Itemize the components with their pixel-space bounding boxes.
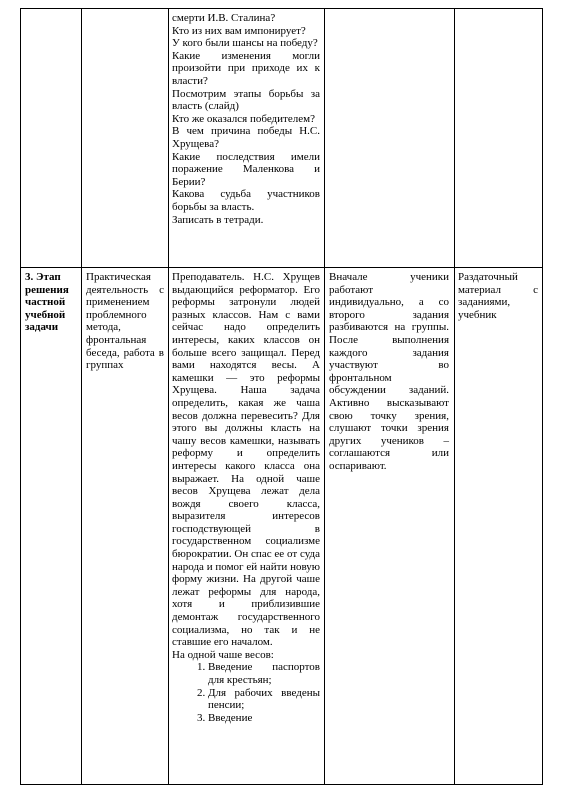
- students-text: Вначале ученики работают индивидуально, а со второго задания разбиваются на группы. После выполнения каждого задания участвуют во фронтальном обсуждении заданий. Активно высказывают свою точку зрения, слушают точки зрения других учеников – соглашаются или оспаривают.: [329, 271, 449, 472]
- list-intro: На одной чаше весов:: [172, 648, 274, 661]
- question-text: У кого были шансы на победу?: [172, 37, 318, 50]
- question-text: Какова судьба участников борьбы за власть.: [172, 188, 320, 213]
- question-text: Кто же оказался победителем?: [172, 112, 315, 125]
- stage-title: 3. Этап решения частной учебной задачи: [25, 271, 69, 334]
- teacher-cell: [172, 271, 320, 724]
- question-text: Какие последствия имели поражение Маленкова и Берии?: [172, 150, 320, 188]
- column-divider: [454, 9, 455, 784]
- question-text: Какие изменения могли произойти при приходе их к власти?: [172, 49, 320, 87]
- column-divider: [324, 9, 325, 784]
- list-item: 3. Введение: [208, 712, 320, 725]
- question-text: Кто из них вам импонирует?: [172, 24, 306, 37]
- list-item: 1. Введение паспортов для крестьян;: [208, 661, 320, 686]
- row1-teacher-cell: [172, 12, 320, 226]
- method-cell: [86, 271, 164, 372]
- materials-text: Раздаточный материал с заданиями, учебник: [458, 271, 538, 321]
- question-text: Записать в тетради.: [172, 213, 264, 226]
- method-text: Практическая деятельность с применением проблемного метода, фронтальная беседа, работа в группах: [86, 271, 164, 372]
- lesson-table: [20, 8, 543, 785]
- list-item: 2. Для рабочих введены пенсии;: [208, 687, 320, 712]
- students-cell: [329, 271, 449, 473]
- row-divider: [21, 267, 542, 268]
- reform-list: [172, 661, 320, 724]
- column-divider: [81, 9, 82, 784]
- question-text: Посмотрим этапы борьбы за власть (слайд): [172, 87, 320, 113]
- question-text: смерти И.В. Сталина?: [172, 12, 276, 24]
- column-divider: [168, 9, 169, 784]
- question-text: В чем причина победы Н.С. Хрущева?: [172, 125, 320, 150]
- teacher-text: Преподаватель. Н.С. Хрущев выдающийся реформатор. Его реформы затронули людей разных классов. Нам с вами сейчас надо определить интересы, каких классов он больше всего защищал. Перед вами находятся весы. А камешки — это реформы Хрущева. Наша задача определить, какая же чаша весов должна перевесить? Для этого вы должны класть на чашу весов камешки, называть реформу и определить интересы какого класса она выражает. На одной чаше весов Хрущева лежат дела вождя своего класса, выразителя интересов господствующей в государственном социализме бюрократии. Он спас ее от суда народа и помог ей найти новую форму жизни. На другой чаше лежат реформы для народа, хотя и приблизившие демонтаж государственного социализма, но так и не ставшие его началом.: [172, 271, 320, 649]
- materials-cell: [458, 271, 538, 321]
